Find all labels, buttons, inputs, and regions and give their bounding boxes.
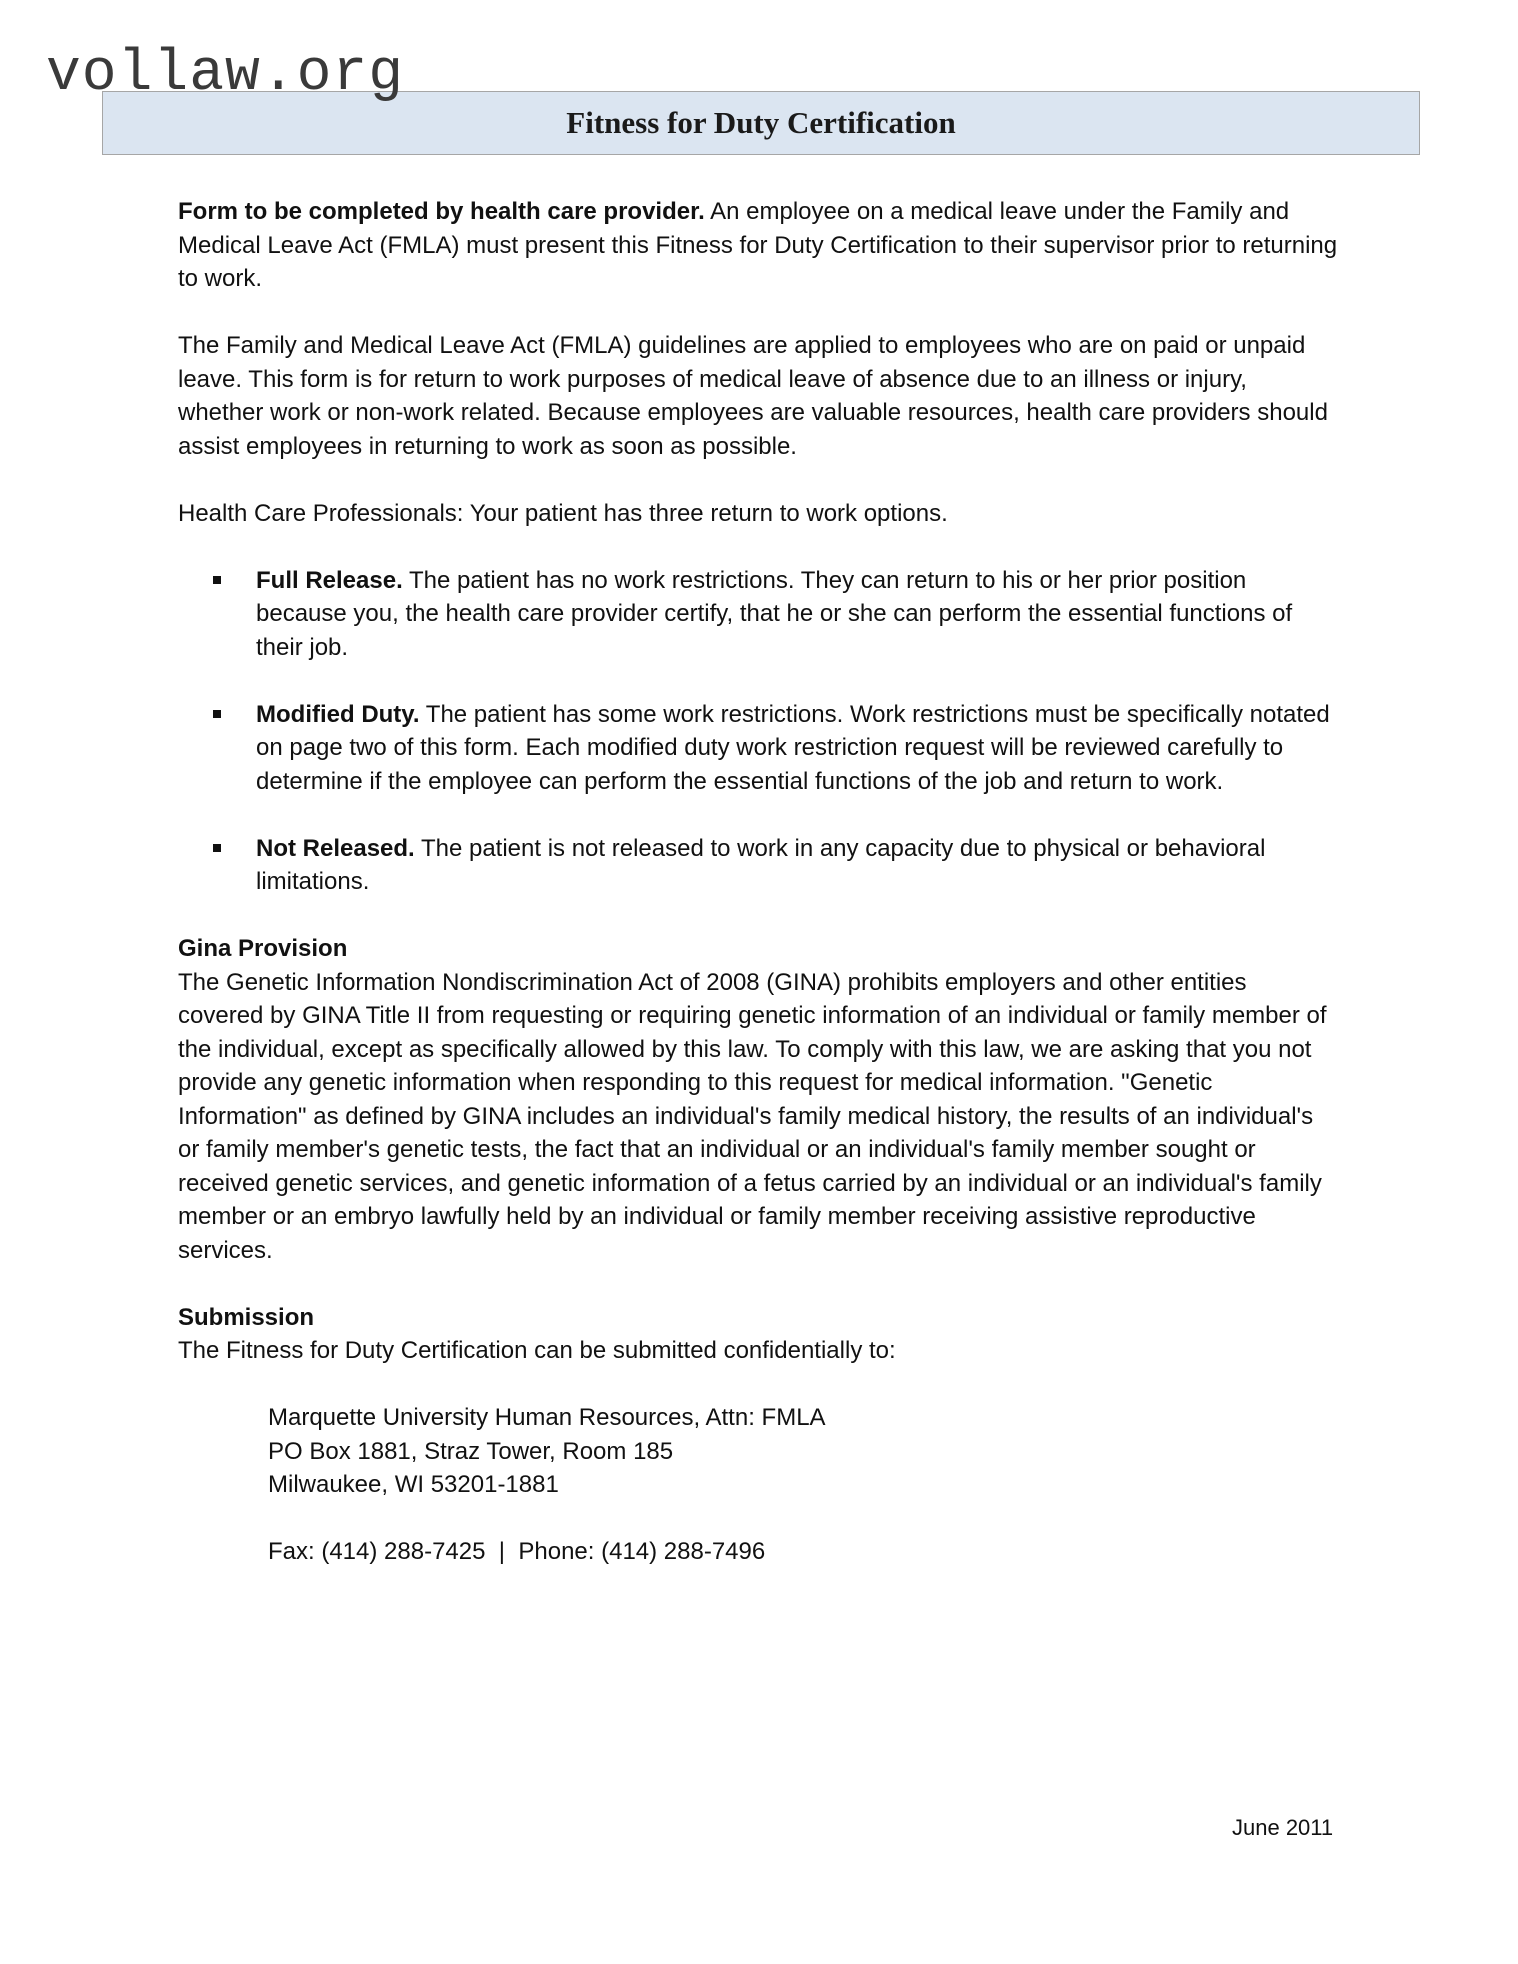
submission-text: The Fitness for Duty Certification can be submitted confidentially to:	[178, 1337, 896, 1364]
list-item	[178, 832, 1338, 899]
intro-paragraph	[178, 195, 1338, 296]
address-line: Milwaukee, WI 53201-1881	[268, 1471, 559, 1498]
square-bullet-icon	[213, 576, 221, 584]
gina-text: The Genetic Information Nondiscrimination Act of 2008 (GINA) prohibits employers and other entities covered by GINA Title II from requesting or requiring genetic information of an individual or family member of the individual, except as specifically allowed by this law. To comply with this law, we are asking that you not provide any genetic information when responding to this request for medical information. "Genetic Information" as defined by GINA includes an individual's family medical history, the results of an individual's or family member's genetic tests, the fact that an individual or an individual's family member sought or received genetic services, and genetic information of a fetus carried by an individual or an individual's family member or an embryo lawfully held by an individual or family member receiving assistive reproductive services.	[178, 968, 1327, 1264]
page-title: Fitness for Duty Certification	[566, 105, 956, 140]
contact-info	[178, 1535, 1338, 1569]
footer-date: June 2011	[1232, 1815, 1334, 1840]
gina-heading: Gina Provision	[178, 935, 348, 962]
submission-section	[178, 1301, 1338, 1368]
mailing-address	[178, 1401, 1338, 1502]
intro-bold: Form to be completed by health care provider.	[178, 198, 705, 225]
fmla-guidelines-paragraph: The Family and Medical Leave Act (FMLA) guidelines are applied to employees who are on paid or unpaid leave. This form is for return to work purposes of medical leave of absence due to an illness or injury, whether work or non-work related. Because employees are valuable resources, health care providers should assist employees in returning to work as soon as possible.	[178, 332, 1328, 460]
square-bullet-icon	[213, 844, 221, 852]
option-text: The patient has no work restrictions. They can return to his or her prior position because you, the health care provider certify, that he or she can perform the essential functions of their job.	[256, 566, 1293, 661]
watermark: vollaw.org	[46, 42, 405, 107]
option-title: Full Release.	[256, 566, 403, 594]
gina-section	[178, 932, 1338, 1267]
document-body	[178, 195, 1338, 1602]
address-line: Marquette University Human Resources, Attn: FMLA	[268, 1404, 826, 1431]
option-title: Modified Duty.	[256, 700, 420, 728]
intro-text: An employee on a medical leave under the Family and Medical Leave Act (FMLA) must present this Fitness for Duty Certification to their supervisor prior to returning to work.	[178, 198, 1338, 292]
submission-heading: Submission	[178, 1303, 315, 1331]
option-text: The patient is not released to work in any capacity due to physical or behavioral limitations.	[256, 834, 1266, 895]
square-bullet-icon	[213, 710, 221, 718]
fax-phone-line: Fax: (414) 288-7425 | Phone: (414) 288-7496	[268, 1538, 766, 1565]
list-item	[178, 698, 1338, 799]
list-item	[178, 564, 1338, 665]
return-options-list	[178, 564, 1338, 899]
option-text: The patient has some work restrictions. Work restrictions must be specifically notated on page two of this form. Each modified duty work restriction request will be reviewed carefully to determine if the employee can perform the essential functions of the job and return to work.	[256, 700, 1330, 795]
option-title: Not Released.	[256, 834, 415, 862]
options-intro-paragraph: Health Care Professionals: Your patient has three return to work options.	[178, 499, 948, 527]
address-line: PO Box 1881, Straz Tower, Room 185	[268, 1437, 674, 1465]
